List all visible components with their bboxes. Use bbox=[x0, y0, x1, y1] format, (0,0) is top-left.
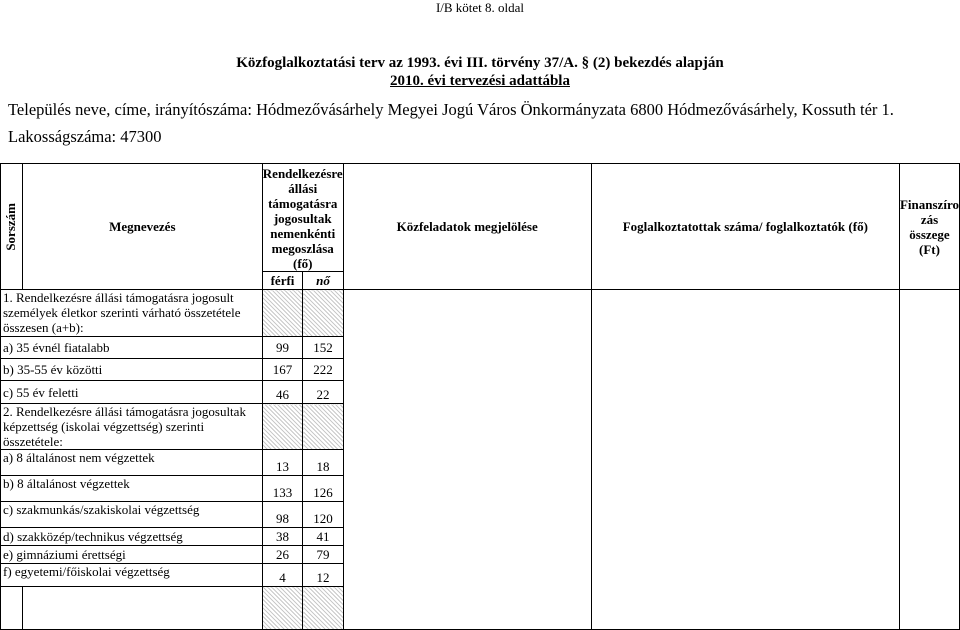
finanszirozas-cell bbox=[899, 476, 959, 502]
kozfeladatok-cell bbox=[343, 337, 591, 359]
hatched-cell bbox=[303, 587, 343, 630]
header-ferfi: férfi bbox=[262, 272, 302, 290]
finanszirozas-cell bbox=[899, 337, 959, 359]
kozfeladatok-cell bbox=[343, 502, 591, 528]
ferfi-value: 26 bbox=[262, 546, 302, 564]
row-label: c) 55 év feletti bbox=[1, 381, 263, 404]
no-value: 120 bbox=[303, 502, 343, 528]
foglalkoztatottak-cell bbox=[591, 359, 899, 381]
foglalkoztatottak-cell bbox=[591, 381, 899, 404]
hatched-cell bbox=[262, 587, 302, 630]
row-label: f) egyetemi/főiskolai végzettség bbox=[1, 564, 263, 587]
section2-title: 2. Rendelkezésre állási támogatásra jogosultak képzettség (iskolai végzettség) szerinti összetétele: bbox=[1, 404, 263, 450]
ferfi-value: 13 bbox=[262, 450, 302, 476]
ferfi-value: 38 bbox=[262, 528, 302, 546]
kozfeladatok-cell bbox=[343, 587, 591, 630]
foglalkoztatottak-cell bbox=[591, 564, 899, 587]
table-row bbox=[1, 381, 960, 404]
table-row bbox=[1, 502, 960, 528]
no-value: 12 bbox=[303, 564, 343, 587]
document-subtitle: 2010. évi tervezési adattábla bbox=[390, 73, 570, 89]
ferfi-value: 99 bbox=[262, 337, 302, 359]
table-row-empty bbox=[1, 587, 960, 630]
finanszirozas-cell bbox=[899, 587, 959, 630]
row-label: d) szakközép/technikus végzettség bbox=[1, 528, 263, 546]
finanszirozas-cell bbox=[899, 290, 959, 337]
header-finanszirozas: Finanszíro zás összege (Ft) bbox=[899, 164, 959, 290]
finanszirozas-cell bbox=[899, 502, 959, 528]
header-no: nő bbox=[303, 272, 343, 290]
table-row bbox=[1, 564, 960, 587]
kozfeladatok-cell bbox=[343, 290, 591, 337]
finanszirozas-cell bbox=[899, 528, 959, 546]
kozfeladatok-cell bbox=[343, 404, 591, 450]
no-value: 41 bbox=[303, 528, 343, 546]
finanszirozas-cell bbox=[899, 546, 959, 564]
foglalkoztatottak-cell bbox=[591, 587, 899, 630]
finanszirozas-cell bbox=[899, 450, 959, 476]
empty-cell bbox=[1, 587, 23, 630]
no-value: 126 bbox=[303, 476, 343, 502]
row-label: e) gimnáziumi érettségi bbox=[1, 546, 263, 564]
header-foglalkoztatottak: Foglalkoztatottak száma/ foglalkoztatók (fő) bbox=[591, 164, 899, 290]
ferfi-value: 98 bbox=[262, 502, 302, 528]
hatched-cell bbox=[303, 290, 343, 337]
ferfi-value: 4 bbox=[262, 564, 302, 587]
foglalkoztatottak-cell bbox=[591, 546, 899, 564]
page-reference: I/B kötet 8. oldal bbox=[435, 0, 525, 15]
kozfeladatok-cell bbox=[343, 450, 591, 476]
document-title: Közfoglalkoztatási terv az 1993. évi III. törvény 37/A. § (2) bekezdés alapján bbox=[236, 55, 724, 71]
finanszirozas-cell bbox=[899, 404, 959, 450]
foglalkoztatottak-cell bbox=[591, 528, 899, 546]
header-sorszam bbox=[1, 164, 23, 290]
empty-cell bbox=[22, 587, 262, 630]
header-kozfeladatok: Közfeladatok megjelölése bbox=[343, 164, 591, 290]
section1-title: 1. Rendelkezésre állási támogatásra jogosult személyek életkor szerinti várható összetétele összesen (a+b): bbox=[1, 290, 263, 337]
ferfi-value: 167 bbox=[262, 359, 302, 381]
finanszirozas-cell bbox=[899, 564, 959, 587]
data-table bbox=[0, 163, 960, 630]
header-sorszam-label: Sorszám bbox=[3, 202, 19, 251]
kozfeladatok-cell bbox=[343, 381, 591, 404]
kozfeladatok-cell bbox=[343, 476, 591, 502]
no-value: 22 bbox=[303, 381, 343, 404]
no-value: 18 bbox=[303, 450, 343, 476]
table-row bbox=[1, 359, 960, 381]
finanszirozas-cell bbox=[899, 381, 959, 404]
no-value: 222 bbox=[303, 359, 343, 381]
header-megnevezes: Megnevezés bbox=[22, 164, 262, 290]
kozfeladatok-cell bbox=[343, 564, 591, 587]
table-row bbox=[1, 337, 960, 359]
no-value: 79 bbox=[303, 546, 343, 564]
hatched-cell bbox=[262, 290, 302, 337]
table-row bbox=[1, 546, 960, 564]
foglalkoztatottak-cell bbox=[591, 290, 899, 337]
hatched-cell bbox=[262, 404, 302, 450]
ferfi-value: 46 bbox=[262, 381, 302, 404]
row-label: c) szakmunkás/szakiskolai végzettség bbox=[1, 502, 263, 528]
table-row bbox=[1, 476, 960, 502]
foglalkoztatottak-cell bbox=[591, 337, 899, 359]
hatched-cell bbox=[303, 404, 343, 450]
kozfeladatok-cell bbox=[343, 359, 591, 381]
header-rendelkezes: Rendelkezésre állási támogatásra jogosultak nemenkénti megoszlása (fő) bbox=[262, 164, 343, 272]
foglalkoztatottak-cell bbox=[591, 404, 899, 450]
population-info: Lakosságszáma: 47300 bbox=[8, 127, 162, 146]
no-value: 152 bbox=[303, 337, 343, 359]
settlement-info: Település neve, címe, irányítószáma: Hódmezővásárhely Megyei Jogú Város Önkormányzata 6800 Hódmezővásárhely, Kossuth tér 1. bbox=[8, 100, 894, 119]
foglalkoztatottak-cell bbox=[591, 502, 899, 528]
row-label: b) 35-55 év közötti bbox=[1, 359, 263, 381]
finanszirozas-cell bbox=[899, 359, 959, 381]
table-row bbox=[1, 528, 960, 546]
row-label: a) 8 általánost nem végzettek bbox=[1, 450, 263, 476]
foglalkoztatottak-cell bbox=[591, 476, 899, 502]
table-row bbox=[1, 450, 960, 476]
row-label: a) 35 évnél fiatalabb bbox=[1, 337, 263, 359]
kozfeladatok-cell bbox=[343, 546, 591, 564]
ferfi-value: 133 bbox=[262, 476, 302, 502]
row-label: b) 8 általánost végzettek bbox=[1, 476, 263, 502]
kozfeladatok-cell bbox=[343, 528, 591, 546]
foglalkoztatottak-cell bbox=[591, 450, 899, 476]
